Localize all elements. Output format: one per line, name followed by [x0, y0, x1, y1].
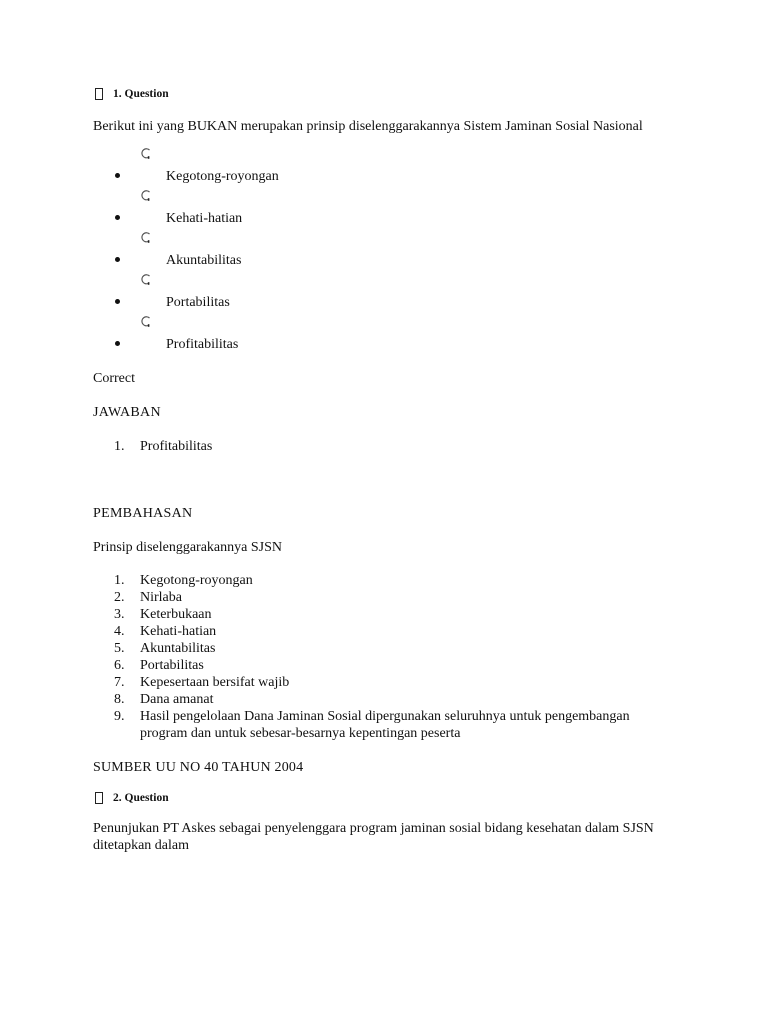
list-item-text: Dana amanat [140, 692, 214, 707]
option-label: Kehati-hatian [166, 211, 243, 226]
principle-item [93, 674, 663, 691]
bullet-icon [115, 173, 120, 178]
source-reference: SUMBER UU NO 40 TAHUN 2004 [93, 760, 304, 775]
list-item-text: Portabilitas [140, 658, 204, 673]
bullet-icon [115, 299, 120, 304]
option-label: Profitabilitas [166, 337, 239, 352]
answer-status: Correct [93, 371, 135, 386]
principle-item [93, 708, 663, 742]
question-1-options [93, 147, 663, 357]
radio-button-icon[interactable] [140, 147, 152, 161]
checkbox-glyph-icon [95, 88, 103, 100]
discussion-heading: PEMBAHASAN [93, 506, 193, 521]
answer-option[interactable] [93, 273, 663, 315]
question-1-header [93, 84, 663, 104]
list-item-text: Keterbukaan [140, 607, 212, 622]
principle-item [93, 606, 663, 623]
answer-list [93, 438, 663, 455]
principle-item [93, 589, 663, 606]
option-label: Kegotong-royongan [166, 169, 279, 184]
answer-option[interactable] [93, 231, 663, 273]
list-number: 1. [114, 439, 125, 454]
answer-item [93, 438, 663, 455]
radio-button-icon[interactable] [140, 273, 152, 287]
bullet-icon [115, 257, 120, 262]
list-number: 6. [114, 658, 125, 673]
radio-button-icon[interactable] [140, 231, 152, 245]
list-number: 7. [114, 675, 125, 690]
question-1-text: Berikut ini yang BUKAN merupakan prinsip diselenggarakannya Sistem Jaminan Sosial Nasional [93, 119, 643, 134]
question-1-number: 1. Question [113, 88, 169, 100]
option-label: Portabilitas [166, 295, 230, 310]
radio-button-icon[interactable] [140, 315, 152, 329]
list-item-text: Hasil pengelolaan Dana Jaminan Sosial dipergunakan seluruhnya untuk pengembangan program dan untuk sebesar-besarnya kepentingan peserta [140, 709, 630, 741]
answer-option[interactable] [93, 189, 663, 231]
principle-item [93, 691, 663, 708]
question-2-text: Penunjukan PT Askes sebagai penyelenggara program jaminan sosial bidang kesehatan dalam SJSN ditetapkan dalam [93, 821, 654, 853]
list-number: 4. [114, 624, 125, 639]
question-2-header [93, 788, 663, 808]
principle-item [93, 572, 663, 589]
document-body [93, 84, 663, 854]
answer-option[interactable] [93, 315, 663, 357]
list-item-text: Kepesertaan bersifat wajib [140, 675, 290, 690]
list-number: 9. [114, 709, 125, 724]
answer-heading: JAWABAN [93, 405, 161, 420]
answer-option[interactable] [93, 147, 663, 189]
bullet-icon [115, 215, 120, 220]
principle-item [93, 640, 663, 657]
list-item-text: Profitabilitas [140, 439, 213, 454]
list-number: 2. [114, 590, 125, 605]
bullet-icon [115, 341, 120, 346]
list-item-text: Akuntabilitas [140, 641, 216, 656]
option-label: Akuntabilitas [166, 253, 242, 268]
list-item-text: Kegotong-royongan [140, 573, 253, 588]
radio-button-icon[interactable] [140, 189, 152, 203]
question-2-number: 2. Question [113, 792, 169, 804]
list-number: 1. [114, 573, 125, 588]
list-item-text: Nirlaba [140, 590, 182, 605]
list-number: 3. [114, 607, 125, 622]
checkbox-glyph-icon [95, 792, 103, 804]
list-item-text: Kehati-hatian [140, 624, 217, 639]
principles-title: Prinsip diselenggarakannya SJSN [93, 540, 282, 555]
principles-list [93, 572, 663, 742]
list-number: 5. [114, 641, 125, 656]
principle-item [93, 657, 663, 674]
list-number: 8. [114, 692, 125, 707]
principle-item [93, 623, 663, 640]
